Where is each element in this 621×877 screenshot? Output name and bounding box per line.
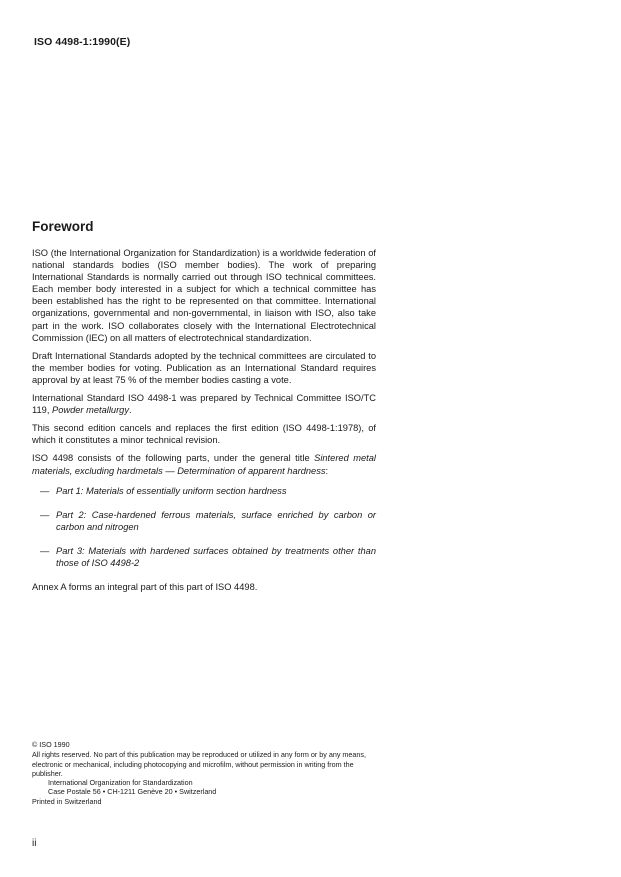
foreword-paragraph-4: This second edition cancels and replaces the first edition (ISO 4498-1:1978), of which it constitutes a minor technical revision. <box>32 423 376 446</box>
document-id: ISO 4498-1:1990(E) <box>34 36 131 48</box>
list-item <box>32 545 376 569</box>
foreword-paragraph-1: ISO (the International Organization for Standardization) is a worldwide federation of national standards bodies (ISO member bodies). The work of preparing International Standards is normally carried out through ISO technical committees. Each member body interested in a subject for which a technical committee has been established has the right to be represented on that committee. International organizations, governmental and non-governmental, in liaison with ISO, also take part in the work. ISO collaborates closely with the International Electrotechnical Commission (IEC) on all matters of electrotechnical standardization. <box>32 248 376 343</box>
dash-bullet: — <box>40 485 50 496</box>
organization-address: Case Postale 56 • CH-1211 Genève 20 • Switzerland <box>48 787 217 797</box>
foreword-paragraph-3 <box>32 392 376 416</box>
part-text: Part 3: Materials with hardened surfaces obtained by treatments other than those of ISO 4498-2 <box>56 545 376 568</box>
para5-suffix: : <box>325 465 329 476</box>
committee-title: Powder metallurgy <box>52 405 129 416</box>
general-title: Sintered metal materials, excluding hardmetals — Determination of apparent hardness <box>32 453 376 476</box>
foreword-paragraph-2: Draft International Standards adopted by the technical committees are circulated to the member bodies for voting. Publication as an International Standard requires approval by at least 75 % of the member bodies casting a vote. <box>32 350 376 385</box>
printed-in: Printed in Switzerland <box>32 796 102 806</box>
parts-list <box>32 485 376 569</box>
dash-bullet: — <box>40 509 50 520</box>
foreword-paragraph-5 <box>32 452 376 476</box>
list-item <box>32 509 376 533</box>
part-text: Part 1: Materials of essentially uniform section hardness <box>56 485 287 496</box>
page-number: ii <box>32 838 37 849</box>
para3-suffix: . <box>129 405 132 416</box>
para3-prefix: International Standard ISO 4498-1 was prepared by Technical Committee ISO/TC 119, <box>32 393 376 416</box>
list-item <box>32 485 376 497</box>
foreword-heading: Foreword <box>32 219 94 234</box>
dash-bullet: — <box>40 545 50 556</box>
organization-name: International Organization for Standardization <box>48 778 193 788</box>
foreword-body <box>32 247 376 599</box>
para5-prefix: ISO 4498 consists of the following parts, under the general title <box>32 453 315 464</box>
annex-note: Annex A forms an integral part of this part of ISO 4498. <box>32 582 258 593</box>
part-text: Part 2: Case-hardened ferrous materials, surface enriched by carbon or carbon and nitrogen <box>56 509 376 532</box>
copyright-year: © ISO 1990 <box>32 740 70 749</box>
rights-statement: All rights reserved. No part of this publication may be reproduced or utilized in any form or by any means, electronic or mechanical, including photocopying and microfilm, without permission in writing from the publisher. <box>32 750 366 778</box>
copyright-block <box>32 740 380 806</box>
